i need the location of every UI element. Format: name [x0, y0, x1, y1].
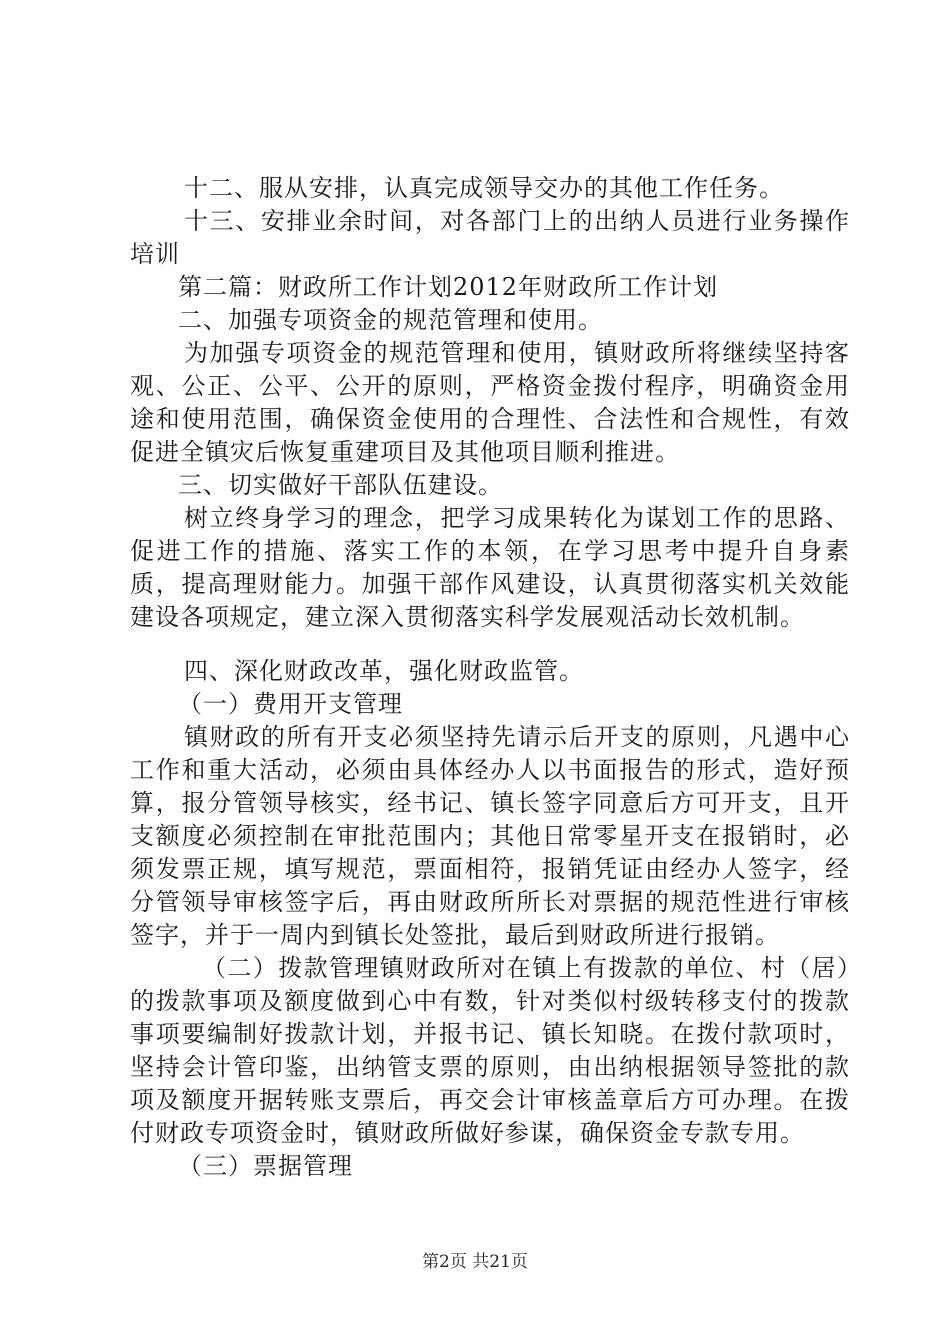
- paragraph-expense-management: 镇财政的所有开支必须坚持先请示后开支的原则，凡遇中心工作和重大活动，必须由具体经办人以书面报告的形式，造好预算，报分管领导核实，经书记、镇长签字同意后方可开支，且开支额度必须控制在审批范围内；其他日常零星开支在报销时，必须发票正规，填写规范，票面相符，报销凭证由经办人签字，经分管领导审核签字后，再由财政所所长对票据的规范性进行审核签字，并于一周内到镇长处签批，最后到财政所进行报销。: [130, 723, 850, 949]
- paragraph-item-13: 十三、安排业余时间，对各部门上的出纳人员进行业务操作培训: [130, 207, 850, 268]
- heading-finance-reform: 四、深化财政改革，强化财政监管。: [184, 657, 584, 685]
- heading-special-funds: 二、加强专项资金的规范管理和使用。: [178, 306, 603, 334]
- section-heading-part2: 第二篇：财政所工作计划2012年财政所工作计划: [178, 273, 719, 301]
- subheading-invoice-management: （三）票据管理: [178, 1152, 353, 1180]
- paragraph-allocation-management: （二）拨款管理镇财政所对在镇上有拨款的单位、村（居）的拨款事项及额度做到心中有数，针对类似村级转移支付的拨款事项要编制好拨款计划，并报书记、镇长知晓。在拨付款项时，坚持会计管印鉴，出纳管支票的原则，由出纳根据领导签批的款项及额度开据转账支票后，再交会计审核盖章后方可办理。在拨付财政专项资金时，镇财政所做好参谋，确保资金专款专用。: [130, 954, 850, 1147]
- document-body: [130, 172, 850, 1183]
- paragraph-special-funds: 为加强专项资金的规范管理和使用，镇财政所将继续坚持客观、公正、公平、公开的原则，严格资金拨付程序，明确资金用途和使用范围，确保资金使用的合理性、合法性和合规性，有效促进全镇灾后恢复重建项目及其他项目顺利推进。: [130, 339, 850, 466]
- paragraph-team-building: 树立终身学习的理念，把学习成果转化为谋划工作的思路、促进工作的措施、落实工作的本领，在学习思考中提升自身素质，提高理财能力。加强干部作风建设，认真贯彻落实机关效能建设各项规定，建立深入贯彻落实科学发展观活动长效机制。: [130, 504, 850, 631]
- subheading-expense-management: （一）费用开支管理: [178, 690, 403, 718]
- paragraph-item-12: 十二、服从安排，认真完成领导交办的其他工作任务。: [184, 174, 784, 202]
- page-number-footer: 第2页 共21页: [422, 1252, 528, 1272]
- heading-team-building: 三、切实做好干部队伍建设。: [178, 471, 503, 499]
